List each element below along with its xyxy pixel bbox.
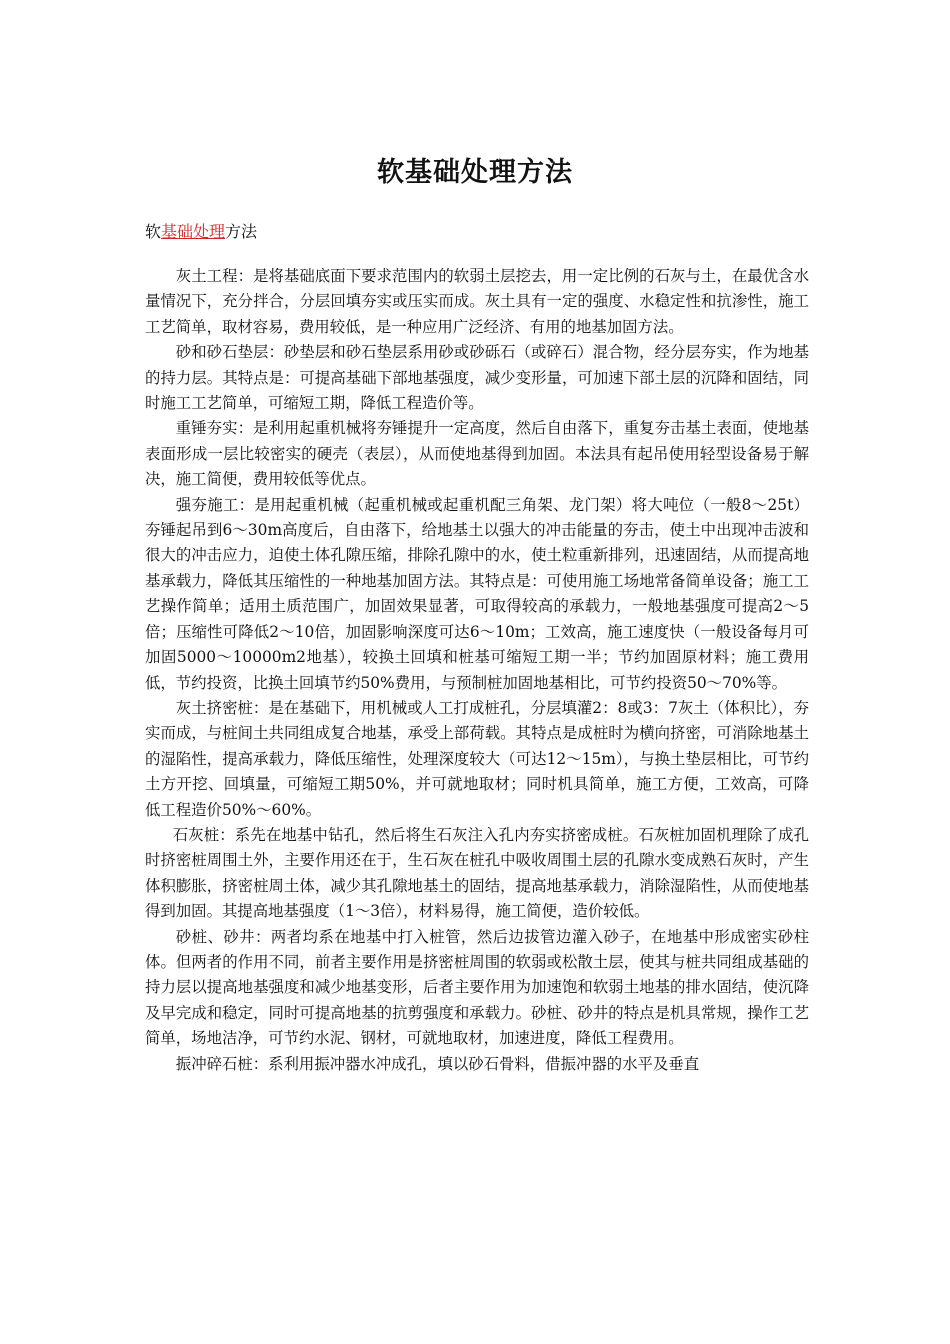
subtitle [145, 219, 257, 242]
paragraph-heavy-tamping: 重锤夯实：是利用起重机械将夯锤提升一定高度，然后自由落下，重复夯击基土表面，使地基表面形成一层比较密实的硬壳（表层），从而使地基得到加固。本法具有起吊使用轻型设备易于解决，施工简便，费用较低等优点。 [145, 419, 809, 489]
subtitle-prefix: 软 [145, 222, 162, 241]
paragraph-lime-soil: 灰土工程：是将基础底面下要求范围内的软弱土层挖去，用一定比例的石灰与土，在最优含水量情况下，充分拌合，分层回填夯实或压实而成。灰土具有一定的强度、水稳定性和抗渗性，施工工艺简单，取材容易，费用较低，是一种应用广泛经济、有用的地基加固方法。 [145, 267, 809, 336]
paragraph-sand-pile: 砂桩、砂井：两者均系在地基中打入桩管，然后边拔管边灌入砂子，在地基中形成密实砂柱体。但两者的作用不同，前者主要作用是挤密桩周围的软弱或松散土层，使其与桩共同组成基础的持力层以提高地基强度和减少地基变形，后者主要作用为加速饱和软弱土地基的排水固结，使沉降及早完成和稳定，同时可提高地基的抗剪强度和承载力。砂桩、砂井的特点是机具常规，操作工艺简单，场地洁净，可节约水泥、钢材，可就地取材，加速进度，降低工程费用。 [145, 927, 809, 1048]
subtitle-link[interactable]: 基础处理 [161, 222, 226, 241]
document-body [145, 264, 809, 1077]
paragraph-sand-cushion: 砂和砂石垫层：砂垫层和砂石垫层系用砂或砂砾石（或碎石）混合物，经分层夯实，作为地基的持力层。其特点是：可提高基础下部地基强度，减少变形量，可加速下部土层的沉降和固结，同时施工工艺简单，可缩短工期，降低工程造价等。 [145, 343, 809, 413]
paragraph-dynamic-compaction: 强夯施工：是用起重机械（起重机械或起重机配三角架、龙门架）将大吨位（一般8～25t）夯锤起吊到6～30m高度后，自由落下，给地基土以强大的冲击能量的夯击，使土中出现冲击波和很大的冲击应力，迫使土体孔隙压缩，排除孔隙中的水，使土粒重新排列，迅速固结，从而提高地基承载力，降低其压缩性的一种地基加固方法。其特点是：可使用施工场地常备简单设备；施工工艺操作简单；适用土质范围广，加固效果显著，可取得较高的承载力，一般地基强度可提高2～5倍；压缩性可降低2～10倍，加固影响深度可达6～10m；工效高，施工速度快（一般设备每月可加固5000～10000m2地基），较换土回填和桩基可缩短工期一半；节约加固原材料；施工费用低，节约投资，比换土回填节约50%费用，与预制桩加固地基相比，可节约投资50～70%等。 [145, 495, 809, 692]
paragraph-lime-soil-pile: 灰土挤密桩：是在基础下，用机械或人工打成桩孔，分层填灌2：8或3：7灰土（体积比），夯实而成，与桩间土共同组成复合地基，承受上部荷载。其特点是成桩时为横向挤密，可消除地基土的湿陷性，提高承载力，降低压缩性，处理深度较大（可达12～15m），与换土垫层相比，可节约土方开挖、回填量，可缩短工期50%，并可就地取材；同时机具简单，施工方便，工效高，可降低工程造价50%～60%。 [145, 698, 809, 819]
page-title: 软基础处理方法 [377, 157, 573, 188]
paragraph-vibro-stone-column: 振冲碎石桩：系利用振冲器水冲成孔，填以砂石骨料，借振冲器的水平及垂直 [175, 1054, 700, 1073]
paragraph-lime-pile: 石灰桩：系先在地基中钻孔，然后将生石灰注入孔内夯实挤密成桩。石灰桩加固机理除了成孔时挤密桩周围土外，主要作用还在于，生石灰在桩孔中吸收周围土层的孔隙水变成熟石灰时，产生体积膨胀，挤密桩周土体，减少其孔隙地基土的固结，提高地基承载力，消除湿陷性，从而使地基得到加固。其提高地基强度（1～3倍），材料易得，施工简便，造价较低。 [145, 825, 809, 921]
subtitle-suffix: 方法 [225, 222, 258, 241]
